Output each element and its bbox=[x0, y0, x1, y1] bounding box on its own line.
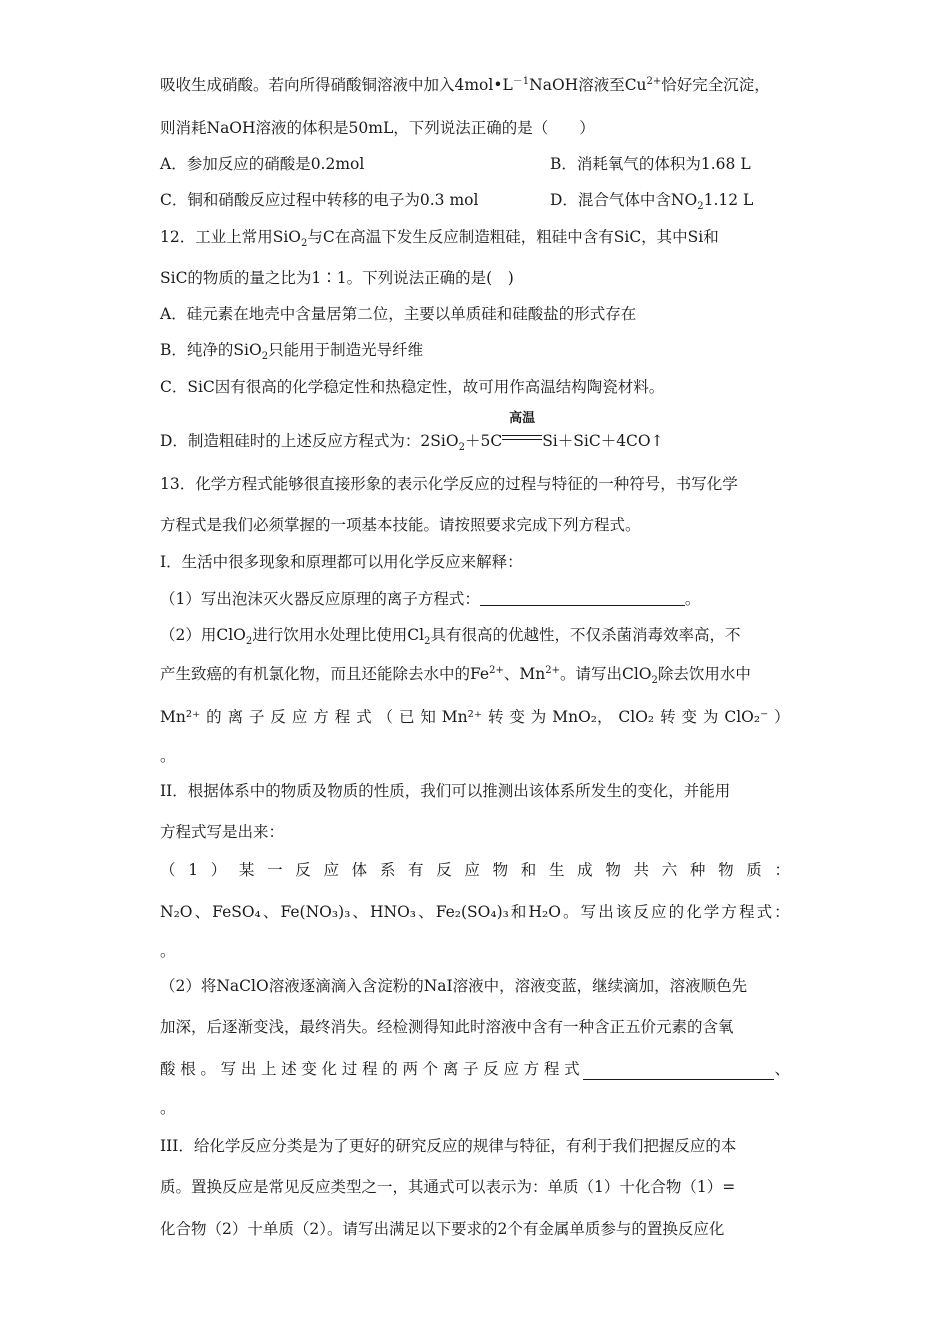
text-token: 。 bbox=[563, 903, 579, 921]
text-token: 生 bbox=[548, 861, 565, 879]
q13-part-2-q2-line-2: 加深，后逐渐变浅，最终消失。经检测得知此时溶液中含有一种含正五价元素的含氧 bbox=[160, 1018, 734, 1036]
text-token: 方 bbox=[523, 1060, 540, 1078]
text-token: 应 bbox=[291, 708, 308, 726]
text-token: MnO₂， bbox=[552, 708, 613, 726]
text-token: 该 bbox=[615, 903, 632, 921]
text-token: FeSO₄ bbox=[212, 903, 261, 921]
text-token: Mn²⁺ bbox=[441, 708, 483, 726]
q13-part-2-q1-line-2 bbox=[160, 901, 790, 923]
text-token: Mn²⁺ bbox=[160, 708, 201, 726]
text-token: 共 bbox=[633, 861, 650, 879]
text-token: 子 bbox=[463, 1060, 479, 1078]
q12-option-d: D．制造粗硅时的上述反应方程式为：2SiO$_2$＋5C 高温 Si＋SiC＋4CO↑ bbox=[160, 428, 664, 452]
text-token: 式 bbox=[564, 1060, 580, 1078]
text-token: N₂O bbox=[160, 903, 193, 921]
text-token: 式 bbox=[356, 708, 372, 726]
q13-intro-line-1: 13．化学方程式能够很直接形象的表示化学反应的过程与特征的一种符号，书写化学 bbox=[160, 475, 738, 493]
text-token: 和 bbox=[520, 861, 537, 879]
text-token: ： bbox=[774, 861, 790, 879]
text-token: 程 bbox=[543, 1060, 560, 1078]
text-token: 方 bbox=[313, 708, 329, 726]
text-token: 为 bbox=[702, 708, 719, 726]
q12-stem-line-2: SiC的物质的量之比为1∶1。下列说法正确的是( ) bbox=[160, 269, 514, 287]
q13-part-1-title: I．生活中很多现象和原理都可以用化学反应来解释： bbox=[160, 553, 523, 571]
text-token: 个 bbox=[422, 1060, 439, 1078]
text-token: 反 bbox=[633, 903, 649, 921]
q13-part-2-q2-line-3 bbox=[160, 1058, 790, 1080]
text-token: 应 bbox=[464, 861, 480, 879]
q13-part-1-q2-end: 。 bbox=[160, 747, 176, 765]
q13-part-1-q2-line-1: （2）用ClO$_2$进行饮用水处理比使用$Cl_2$具有很高的优越性，不仅杀菌消毒效率高，不 bbox=[160, 626, 741, 648]
text-token: 式 bbox=[756, 903, 773, 921]
text-token: 已 bbox=[398, 708, 415, 726]
text-token: 离 bbox=[227, 708, 244, 726]
text-token: 应 bbox=[323, 861, 339, 879]
text-token: 知 bbox=[420, 708, 436, 726]
text-token: 种 bbox=[689, 861, 706, 879]
text-token: （ bbox=[160, 861, 176, 879]
text-token: （ bbox=[377, 708, 394, 726]
text-token: 变 bbox=[681, 708, 697, 726]
text-token: 的 bbox=[206, 708, 222, 726]
text-token: 方 bbox=[721, 903, 737, 921]
q13-part-1-q2-line-3 bbox=[160, 706, 790, 728]
text-token: 子 bbox=[249, 708, 265, 726]
text-token: ClO₂ bbox=[618, 708, 655, 726]
text-token: 和 bbox=[510, 903, 527, 921]
text-token: 物 bbox=[492, 861, 509, 879]
q13-part-1-q2-line-2: 产生致癌的有机氯化物，而且还能除去水中的$Fe^{2+}$、$Mn^{2+}$。请写出ClO$_2$除去饮用水中 bbox=[160, 664, 751, 687]
q13-part-3-line-3: 化合物（2）十单质（2）。请写出满足以下要求的2个有金属单质参与的置换反应化 bbox=[160, 1220, 725, 1238]
text-token: 成 bbox=[577, 861, 593, 879]
text-token: 变 bbox=[301, 1060, 317, 1078]
text-token: 转 bbox=[487, 708, 504, 726]
q13-part-2-q2-end: 。 bbox=[160, 1099, 176, 1117]
text-token: 、 bbox=[352, 903, 368, 921]
text-token: 物 bbox=[718, 861, 734, 879]
text-token: 反 bbox=[295, 861, 311, 879]
q12-stem-line-1: 12．工业上常用SiO$_2$与C在高温下发生反应制造粗硅，粗硅中含有SiC，其中Si和 bbox=[160, 228, 719, 250]
q13-part-2-title-line-1: II．根据体系中的物质及物质的性质，我们可以推测出该体系所发生的变化，并能用 bbox=[160, 782, 731, 800]
text-token: ） bbox=[210, 861, 227, 879]
q11-option-d: D．混合气体中含$NO_21.12$ L bbox=[550, 191, 754, 213]
q13-part-3-line-2: 质。置换反应是常见反应类型之一，其通式可以表示为：单质（1）十化合物（1）= bbox=[160, 1178, 736, 1196]
q12-option-a: A．硅元素在地壳中含量居第二位，主要以单质硅和硅酸盐的形式存在 bbox=[160, 305, 637, 323]
text-token: 转 bbox=[660, 708, 676, 726]
q11-option-c: C．铜和硝酸反应过程中转移的电子为0.3 mol bbox=[160, 191, 479, 209]
q12-option-c: C．SiC因有很高的化学稳定性和热稳定性，故可用作高温结构陶瓷材料。 bbox=[160, 378, 665, 396]
separator: 、 bbox=[774, 1060, 790, 1078]
text-token: 程 bbox=[334, 708, 351, 726]
text-token: 反 bbox=[436, 861, 452, 879]
q13-part-2-q1-line-1 bbox=[160, 859, 790, 881]
text-token: ： bbox=[774, 903, 790, 921]
q11-option-a: A．参加反应的硝酸是0.2mol bbox=[160, 155, 365, 173]
text-token: 出 bbox=[240, 1060, 257, 1078]
text-token: 写 bbox=[580, 903, 597, 921]
q13-part-2-q2-prompt bbox=[160, 1058, 580, 1080]
q12-option-b: B．纯净的SiO$_2$只能用于制造光导纤维 bbox=[160, 341, 424, 363]
text-token: 反 bbox=[483, 1060, 499, 1078]
text-token: Fe(NO₃)₃ bbox=[280, 903, 351, 921]
text-token: 为 bbox=[530, 708, 547, 726]
text-token: 化 bbox=[686, 903, 702, 921]
text-token: 六 bbox=[661, 861, 678, 879]
text-token: 质 bbox=[746, 861, 762, 879]
text-token: 学 bbox=[703, 903, 720, 921]
text-token: H₂O bbox=[528, 903, 561, 921]
text-token: ） bbox=[774, 708, 790, 726]
text-token: 离 bbox=[442, 1060, 459, 1078]
text-token: 一 bbox=[267, 861, 283, 879]
text-token: 程 bbox=[738, 903, 755, 921]
q13-part-2-title-line-2: 方程式写是出来： bbox=[160, 823, 285, 841]
q11-option-b: B．消耗氧气的体积为1.68 L bbox=[550, 155, 751, 173]
text-token: 。 bbox=[200, 1060, 216, 1078]
text-token: 出 bbox=[598, 903, 614, 921]
text-token: 两 bbox=[402, 1060, 418, 1078]
text-token: Fe₂(SO₄)₃ bbox=[435, 903, 509, 921]
text-token: 写 bbox=[220, 1060, 237, 1078]
text-token: 程 bbox=[362, 1060, 378, 1078]
text-token: 体 bbox=[351, 861, 368, 879]
q11-stem-line-1: 吸收生成硝酸。若向所得硝酸铜溶液中加入$4mol•L^{-1}NaOH$溶液至$Cu^{2+}$恰好完全沉淀， bbox=[160, 75, 770, 94]
text-token: 系 bbox=[379, 861, 396, 879]
text-token: 过 bbox=[341, 1060, 358, 1078]
text-token: 、 bbox=[418, 903, 434, 921]
text-token: HNO₃ bbox=[370, 903, 417, 921]
q13-part-2-q1-end: 。 bbox=[160, 942, 176, 960]
text-token: 有 bbox=[408, 861, 424, 879]
text-token: 应 bbox=[503, 1060, 519, 1078]
text-token: 反 bbox=[270, 708, 286, 726]
text-token: ClO₂⁻ bbox=[724, 708, 769, 726]
text-token: 根 bbox=[180, 1060, 196, 1078]
text-token: 化 bbox=[321, 1060, 338, 1078]
text-token: 上 bbox=[261, 1060, 277, 1078]
text-token: 变 bbox=[509, 708, 525, 726]
text-token: 某 bbox=[238, 861, 255, 879]
text-token: 、 bbox=[262, 903, 279, 921]
q13-part-3-line-1: III．给化学反应分类是为了更好的研究反应的规律与特征，有利于我们把握反应的本 bbox=[160, 1137, 737, 1155]
text-token: 、 bbox=[194, 903, 211, 921]
text-token: 的 bbox=[382, 1060, 398, 1078]
text-token: 应 bbox=[651, 903, 667, 921]
text-token: 述 bbox=[281, 1060, 297, 1078]
q13-part-1-q1: （1）写出泡沫灭火器反应原理的离子方程式： 。 bbox=[160, 590, 701, 608]
q13-part-2-q2-line-1: （2）将NaClO溶液逐滴滴入含淀粉的NaI溶液中，溶液变蓝，继续滴加，溶液顺色先 bbox=[160, 977, 748, 995]
text-token: 物 bbox=[605, 861, 621, 879]
text-token: 酸 bbox=[160, 1060, 176, 1078]
text-token: 的 bbox=[668, 903, 685, 921]
reaction-condition-arrow bbox=[502, 411, 542, 450]
text-token: 1 bbox=[188, 861, 199, 879]
reaction-condition-label: 高温 bbox=[509, 411, 536, 426]
answer-blank[interactable] bbox=[583, 1063, 775, 1080]
answer-blank[interactable] bbox=[480, 589, 685, 606]
q13-intro-line-2: 方程式是我们必须掌握的一项基本技能。请按照要求完成下列方程式。 bbox=[160, 516, 641, 534]
q11-stem-line-2: 则消耗NaOH溶液的体积是50mL，下列说法正确的是（ ） bbox=[160, 119, 595, 137]
